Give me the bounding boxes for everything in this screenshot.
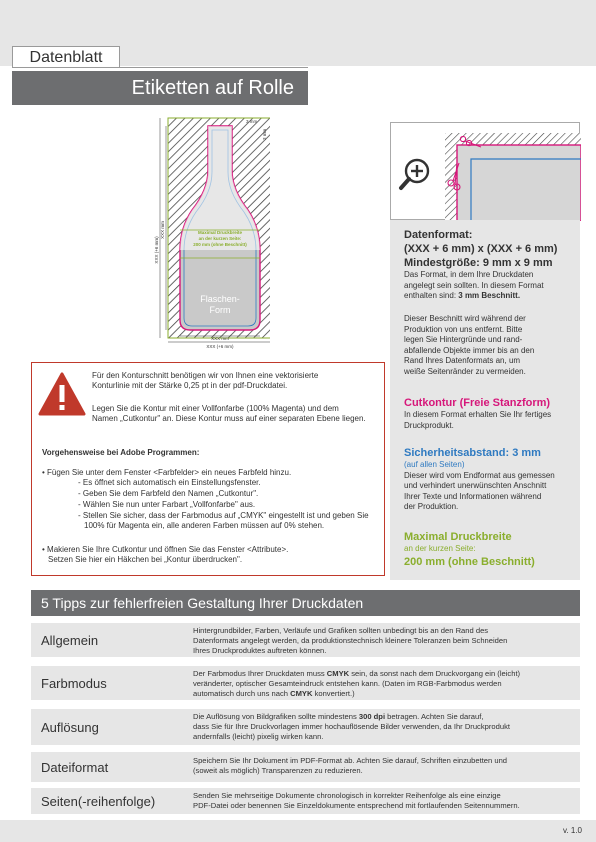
procedure-title: Vorgehensweise bei Adobe Programmen: [42,448,200,457]
diagram-dim-left-outer: XXX (+6 mm) [154,236,159,264]
diagram-dim-right-top: 3 mm [262,128,267,140]
max-sub: an der kurzen Seite: [404,544,476,553]
procedure-step-8: Setzen Sie hier ein Häkchen bei „Kontur überdrucken". [48,555,243,564]
bleed-text-5: Rand Ihres Datenformats an, um [404,356,521,365]
footer-band [0,820,596,842]
format-desc-1: Das Format, in dem Ihre Druckdaten [404,270,534,279]
tip-text: Hintergrundbilder, Farben, Verläufe und Grafiken sollten unbedingt bis an den Rand des Datenformats angelegt werden, da produktionstechnisch kleinere Toleranzen beim Schneiden Ihres Druckproduktes auftreten können. [193,626,508,655]
bottle-diagram [150,110,270,358]
safety-text-4: der Produktion. [404,502,459,511]
safety-sub: (auf allen Seiten) [404,460,465,469]
cut-text-1: In diesem Format erhalten Sie Ihr fertiges [404,410,552,419]
tip-label: Allgemein [41,633,99,648]
tip-row-page-order [31,788,580,814]
diagram-dim-bottom-outer: XXX (+6 mm) [206,344,234,349]
tip-text: Senden Sie mehrseitige Dokumente chronologisch in korrekter Reihenfolge als eine einzige PDF-Datei oder benennen Sie Einzeldokumente entsprechend mit fortlaufenden Seitennummern. [193,791,520,810]
tip-row-file-format [31,752,580,782]
procedure-step-1: • Fügen Sie unter dem Fenster <Farbfelder> ein neues Farbfeld hinzu. [42,468,292,477]
procedure-step-5: - Stellen Sie sicher, dass der Farbmodus auf „CMYK" eingestellt ist und geben Sie [78,511,369,520]
diagram-shape-label-1: Flaschen- [200,294,240,304]
max-title: Maximal Druckbreite [404,531,512,543]
safety-text-1: Dieser wird vom Endformat aus gemessen [404,470,555,480]
procedure-step-4: - Wählen Sie nun unter Farbart „Vollfonfarbe" aus. [78,500,256,509]
bleed-text-4: abfallende Objekte immer bis an den [404,345,535,355]
format-info-panel [390,220,580,580]
diagram-dim-bottom-inner: XXX mm [211,336,229,341]
procedure-step-6: 100% für Magenta ein, alle anderen Farben müssen auf 0% stehen. [84,521,325,530]
format-value: (XXX + 6 mm) x (XXX + 6 mm) [404,243,558,255]
tip-label: Dateiformat [41,760,109,775]
format-desc-3: enthalten sind: 3 mm Beschnitt. [404,291,521,300]
diagram-dim-top: 3 mm [246,119,258,124]
tip-label: Auflösung [41,720,99,735]
safety-text-3: Ihrer Texte und Informationen während [404,491,542,501]
tip-text: Der Farbmodus Ihrer Druckdaten muss CMYK sein, da sonst nach dem Druckvorgang ein (leicht) veränderter, optischer Gesamteindruck entstehen kann. (Daten im RGB-Farbmodus werden automatisch durch uns nach CMYK konvertiert.) [193,669,521,698]
magnifier-icon [401,160,428,188]
warning-intro-2: Konturlinie mit der Stärke 0,25 pt in der pdf-Druckdatei. [92,381,288,390]
safety-text-2: und verhindert unerwünschten Anschnitt [404,481,547,490]
format-desc-2: angelegt sein sollten. In diesem Format [404,280,544,290]
cut-section [404,396,576,431]
warning-intro-1: Für den Konturschnitt benötigen wir von Ihnen eine vektorisierte [92,371,319,380]
diagram-dim-left-inner: XXX mm [160,221,165,239]
max-width-section [404,530,576,569]
diagram-max-label-3: 200 mm (ohne Beschnitt) [193,242,247,247]
bleed-zoom-detail [390,122,580,220]
format-title: Datenformat: [404,229,473,241]
diagram-shape-label-2: Form [209,305,231,315]
tips-heading: 5 Tipps zur fehlerfreien Gestaltung Ihrer Druckdaten [31,590,580,616]
tip-label: Seiten(-reihenfolge) [41,794,156,809]
tip-row-general [31,623,580,657]
diagram-max-label-2: an der kurzen Seite: [198,236,242,241]
bleed-text-6: weiße Seitenränder zu vermeiden. [404,366,526,376]
max-value: 200 mm (ohne Beschnitt) [404,555,535,568]
tip-row-color-mode [31,666,580,700]
page-title: Etiketten auf Rolle [12,71,308,105]
cut-text-2: Druckprodukt. [404,420,454,430]
warning-color-1: Legen Sie die Kontur mit einer Vollfonfarbe (100% Magenta) und dem [92,404,339,413]
procedure-step-3: - Geben Sie dem Farbfeld den Namen „Cutkontur". [78,489,259,498]
format-section [404,228,576,302]
warning-color-2: Namen „Cutkontur" an. Diese Kontur muss auf einer separaten Ebene liegen. [92,414,366,423]
tip-row-resolution [31,709,580,745]
zoom-illustration [391,123,581,221]
min-size: Mindestgröße: 9 mm x 9 mm [404,257,553,269]
procedure-step-2: - Es öffnet sich automatisch ein Einstellungsfenster. [78,478,261,487]
cut-title: Cutkontur (Freie Stanzform) [404,397,551,409]
tab-underline [12,67,308,68]
version-label: v. 1.0 [563,826,582,835]
safety-section [404,446,576,513]
warning-icon [38,372,86,416]
tip-label: Farbmodus [41,676,107,691]
tip-text: Die Auflösung von Bildgrafiken sollte mindestens 300 dpi betragen. Achten Sie darauf, dass Sie für Ihre Druckvorlagen immer hochauflösende Bilder verwenden, da Ihr Druckprodukt andernfalls (leicht) pixelig wirken kann. [193,712,510,741]
bleed-text-1: Dieser Beschnitt wird während der [404,314,526,323]
safety-title: Sicherheitsabstand: 3 mm [404,447,541,459]
bleed-text-2: Produktion von uns entfernt. Bitte [404,324,523,334]
procedure-step-7: • Makieren Sie Ihre Cutkontur und öffnen Sie das Fenster <Attribute>. [42,545,289,554]
bleed-section [404,314,576,377]
tip-text: Speichern Sie Ihr Dokument im PDF-Format ab. Achten Sie darauf, Schriften einzubetten und (soweit als möglich) Transparenzen zu reduzieren. [193,756,508,775]
bleed-text-3: legen Sie Hintergründe und rand- [404,335,523,344]
datasheet-tab: Datenblatt [12,46,120,68]
diagram-max-label-1: Maximal Druckbreite [197,230,243,235]
